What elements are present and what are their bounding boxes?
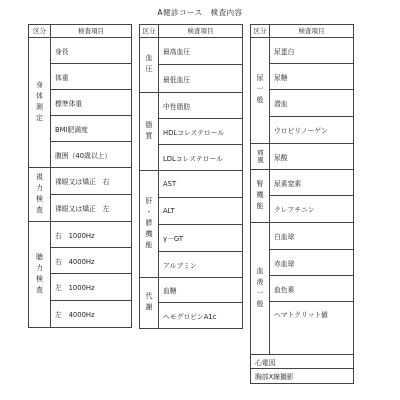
item-cell: BMI肥満度 <box>51 116 131 142</box>
header-item: 検査項目 <box>298 27 325 35</box>
category-label: 代謝 <box>145 292 153 314</box>
item-cell: 裸眼又は矯正 右 <box>51 168 131 195</box>
category-label: 血圧 <box>145 54 153 76</box>
item-cell: 右 1000Hz <box>51 222 131 248</box>
category-cell <box>29 38 51 168</box>
category-label: 視力検査 <box>35 172 44 217</box>
header-category: 区分 <box>140 25 159 37</box>
item-cell: γ－GT <box>159 225 242 252</box>
category-cell <box>140 278 159 328</box>
exam-table-2 <box>139 24 243 329</box>
item-cell: ヘマトクリット値 <box>270 302 353 355</box>
item-cell: ALT <box>159 198 242 225</box>
item-cell: 尿蛋白 <box>270 38 353 64</box>
category-label: 肝・膵機能 <box>145 196 153 252</box>
item-cell: AST <box>159 171 242 198</box>
category-label: 血液一般 <box>256 266 264 311</box>
exam-table-1 <box>28 24 132 328</box>
table-header <box>140 25 242 38</box>
table-header <box>251 25 353 38</box>
category-label: 痛風 <box>256 149 264 164</box>
item-cell: 血糖 <box>159 278 242 303</box>
category-label: 尿一般 <box>256 74 264 107</box>
item-cell: 白血球 <box>270 223 353 250</box>
item-cell: 中性脂肪 <box>159 93 242 119</box>
category-label: 脂質 <box>145 120 153 143</box>
item-cell-full: 胸部X線撮影 <box>255 373 294 381</box>
item-cell: 裸眼又は矯正 左 <box>51 195 131 222</box>
item-cell: 尿素窒素 <box>270 170 353 196</box>
item-cell: 標準体重 <box>51 90 131 116</box>
item-cell: 体重 <box>51 64 131 90</box>
item-cell: LDLコレステロール <box>159 145 242 171</box>
item-cell: クレアチニン <box>270 196 353 223</box>
item-cell: ヘモグロビンA1c <box>163 312 217 321</box>
item-cell: 尿酸 <box>270 144 353 170</box>
category-label: 身体測定 <box>35 80 44 125</box>
category-label: 聴力検査 <box>35 252 44 297</box>
category-cell <box>29 168 51 222</box>
item-cell: 左 4000Hz <box>55 311 95 319</box>
item-cell: 最低血圧 <box>159 65 242 93</box>
item-cell: 左 1000Hz <box>51 274 131 301</box>
item-cell: 最高血圧 <box>159 38 242 65</box>
item-cell: 血色素 <box>270 276 353 302</box>
item-cell: 潜血 <box>270 90 353 117</box>
item-cell: 腹囲（40歳以上） <box>51 142 131 168</box>
item-cell: 赤血球 <box>270 250 353 276</box>
category-cell <box>251 144 270 170</box>
exam-table-3 <box>250 24 354 384</box>
header-item: 検査項目 <box>78 27 104 35</box>
category-cell <box>140 93 159 171</box>
item-cell: HDLコレステロール <box>159 119 242 145</box>
header-category: 区分 <box>251 25 270 37</box>
category-cell <box>140 38 159 93</box>
table-header <box>29 25 131 38</box>
header-category: 区分 <box>29 25 51 37</box>
category-cell <box>29 222 51 327</box>
item-cell: 尿糖 <box>270 64 353 90</box>
category-cell <box>251 223 270 355</box>
item-cell: 身長 <box>51 38 131 64</box>
item-cell: アルブミン <box>159 252 242 278</box>
category-cell <box>140 171 159 278</box>
header-item: 検査項目 <box>187 27 214 35</box>
category-label: 腎機能 <box>256 179 264 213</box>
item-cell: 右 4000Hz <box>51 248 131 274</box>
category-cell <box>251 170 270 223</box>
item-cell-full: 心電図 <box>251 355 353 369</box>
category-cell <box>251 38 270 144</box>
page-title: A健診コース 検査内容 <box>157 8 243 17</box>
item-cell: ウロビリノーゲン <box>270 117 353 144</box>
